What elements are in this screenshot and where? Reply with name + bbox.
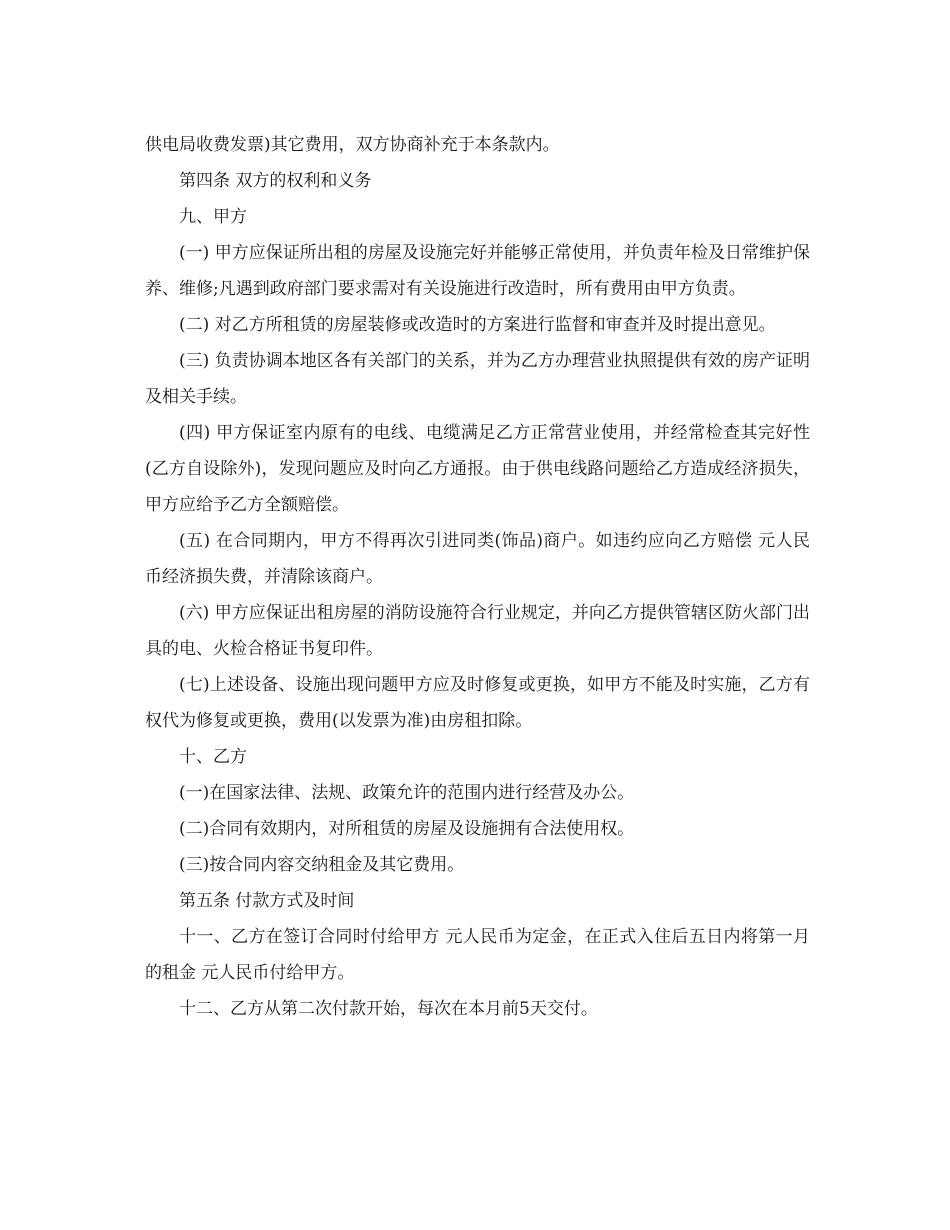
paragraph: (七)上述设备、设施出现问题甲方应及时修复或更换，如甲方不能及时实施，乙方有权代为修复或更换，费用(以发票为准)由房租扣除。	[145, 675, 810, 731]
paragraph-continuation: 供电局收费发票)其它费用，双方协商补充于本条款内。	[145, 135, 560, 155]
article-four-heading: 第四条 双方的权利和义务	[179, 171, 372, 191]
paragraph: (三)按合同内容交纳租金及其它费用。	[179, 855, 465, 875]
paragraph: 十一、乙方在签订合同时付给甲方 元人民币为定金，在正式入住后五日内将第一月的租金 元人民币付给甲方。	[145, 927, 810, 983]
section-ten-heading: 十、乙方	[179, 747, 247, 767]
document-body	[145, 127, 810, 1027]
paragraph: (三) 负责协调本地区各有关部门的关系，并为乙方办理营业执照提供有效的房产证明及相关手续。	[145, 351, 810, 407]
paragraph: (二)合同有效期内，对所租赁的房屋及设施拥有合法使用权。	[179, 819, 635, 839]
paragraph: (一)在国家法律、法规、政策允许的范围内进行经营及办公。	[179, 783, 635, 803]
article-five-heading: 第五条 付款方式及时间	[179, 891, 355, 911]
paragraph: 十二、乙方从第二次付款开始，每次在本月前5天交付。	[179, 999, 598, 1019]
paragraph: (四) 甲方保证室内原有的电线、电缆满足乙方正常营业使用，并经常检查其完好性(乙方自设除外)，发现问题应及时向乙方通报。由于供电线路问题给乙方造成经济损失，甲方应给予乙方全额赔偿。	[145, 423, 810, 515]
paragraph: (五) 在合同期内，甲方不得再次引进同类(饰品)商户。如违约应向乙方赔偿 元人民币经济损失费，并清除该商户。	[145, 531, 810, 587]
paragraph: (二) 对乙方所租赁的房屋装修或改造时的方案进行监督和审查并及时提出意见。	[179, 315, 776, 335]
paragraph: (六) 甲方应保证出租房屋的消防设施符合行业规定，并向乙方提供管辖区防火部门出具的电、火检合格证书复印件。	[145, 603, 810, 659]
paragraph: (一) 甲方应保证所出租的房屋及设施完好并能够正常使用，并负责年检及日常维护保养、维修;凡遇到政府部门要求需对有关设施进行改造时，所有费用由甲方负责。	[145, 243, 810, 299]
section-nine-heading: 九、甲方	[179, 207, 247, 227]
